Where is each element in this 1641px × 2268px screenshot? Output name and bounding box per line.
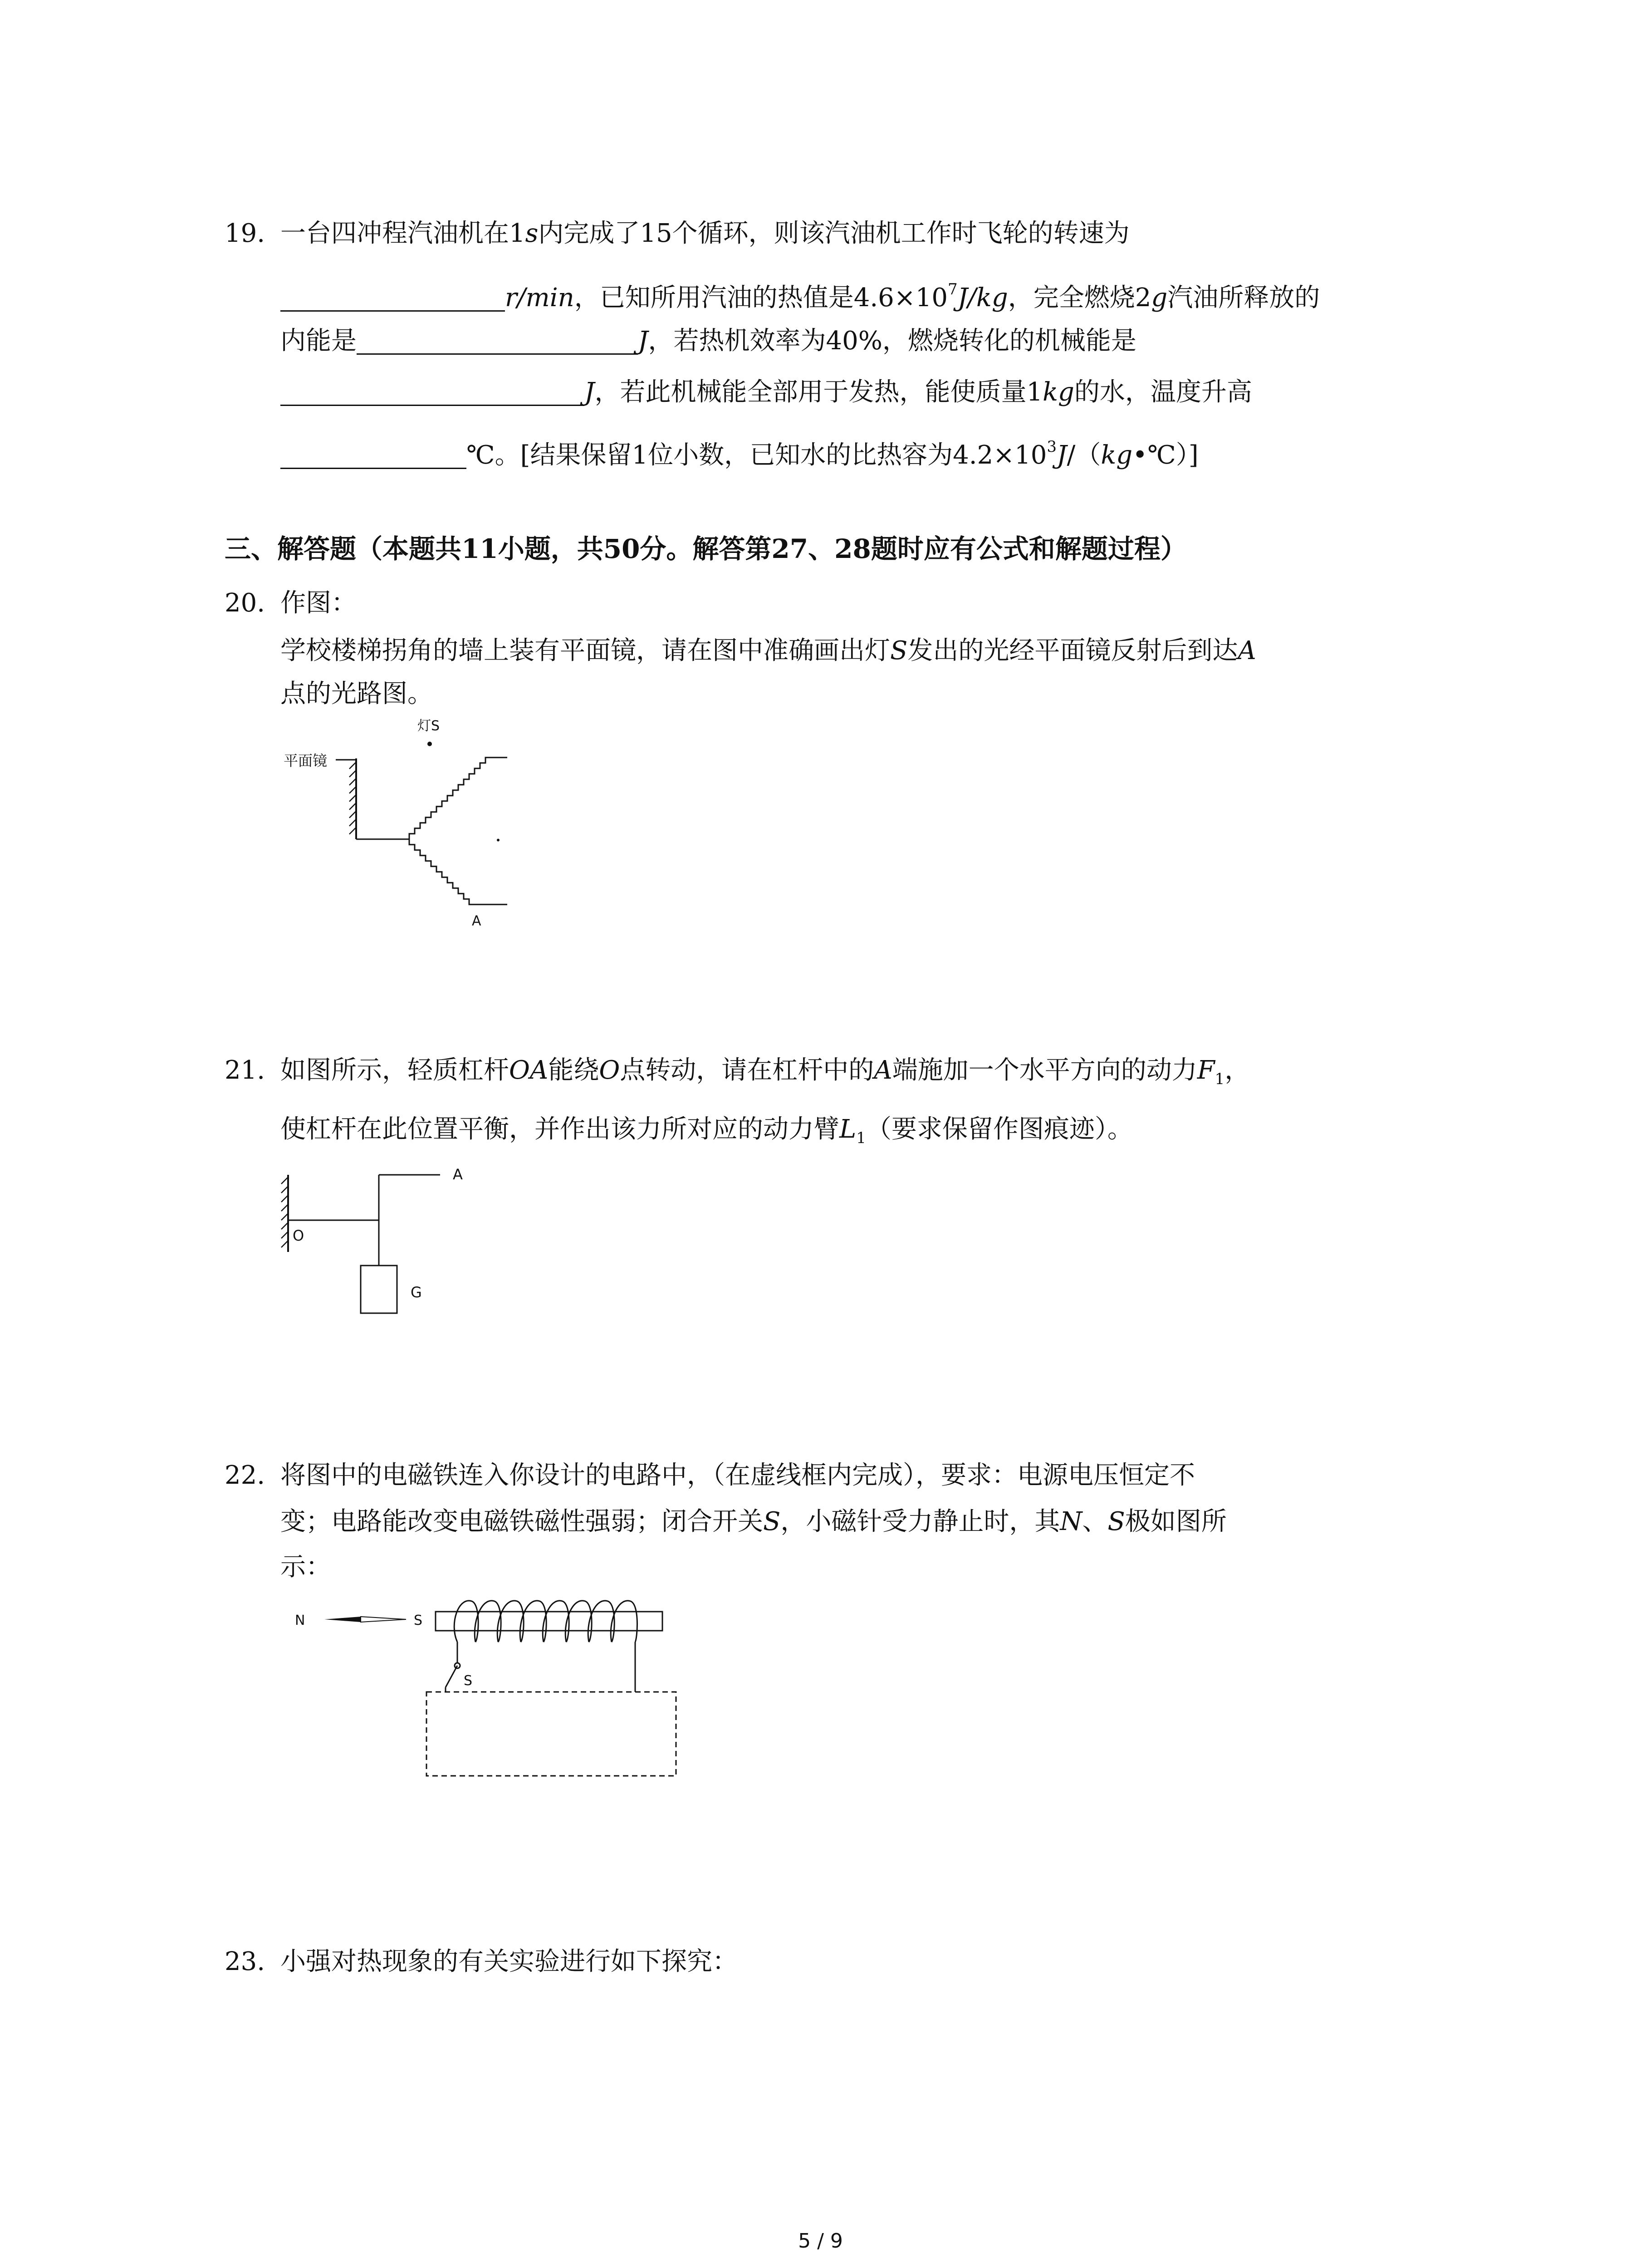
answer-blank[interactable]: [280, 377, 584, 406]
end-a-label: A: [453, 1166, 463, 1183]
pivot-o-label: O: [293, 1227, 304, 1244]
staircase-mirror-figure: [281, 717, 526, 930]
dashed-design-box[interactable]: [426, 1692, 676, 1776]
answer-blank[interactable]: [357, 326, 638, 355]
electromagnet-figure: [286, 1597, 694, 1805]
lamp-point: [427, 742, 432, 746]
question-number: 20.: [225, 588, 265, 618]
q19-line-1: 一台四冲程汽油机在1s内完成了15个循环，则该汽油机工作时飞轮的转速为: [280, 219, 1130, 248]
switch-blade: [446, 1666, 457, 1687]
q22-line-1: 将图中的电磁铁连入你设计的电路中，（在虚线框内完成），要求：电源电压恒定不: [280, 1461, 1195, 1490]
switch-s-label: S: [464, 1673, 473, 1689]
answer-blank[interactable]: [280, 283, 505, 312]
needle-south-half: [361, 1617, 406, 1622]
q22-line-3: 示：: [280, 1552, 331, 1582]
lever-figure: [272, 1166, 499, 1325]
q21-line-1: 如图所示，轻质杠杆OA能绕O点转动，请在杠杆中的A端施加一个水平方向的动力$F_1$，: [280, 1056, 1250, 1088]
q19-line-2: r/min，已知所用汽油的热值是$4.6\times 10^7J/kg$，完全燃烧2g汽油所释放的: [280, 271, 1320, 316]
answer-blank[interactable]: [280, 440, 466, 469]
q23-line-1: 小强对热现象的有关实验进行如下探究：: [280, 1947, 738, 1976]
mirror-label: 平面镜: [284, 752, 328, 769]
section-title: 三、解答题（本题共11小题，共50分。解答第27、28题时应有公式和解题过程）: [225, 533, 1187, 564]
q22-line-2: 变；电路能改变电磁铁磁性强弱；闭合开关S，小磁针受力静止时，其N、S极如图所: [280, 1507, 1227, 1536]
point-a-label: A: [472, 913, 481, 929]
q20-line-3: 点的光路图。: [280, 679, 433, 709]
question-number: 23.: [225, 1947, 265, 1976]
lamp-label: 灯S: [417, 718, 440, 734]
q19-line-3: 内能是 J，若热机效率为40%，燃烧转化的机械能是: [280, 326, 1136, 356]
question-number: 21.: [225, 1056, 265, 1085]
q19-line-4: J，若此机械能全部用于发热，能使质量1kg的水，温度升高: [280, 374, 1252, 411]
q21-line-2: 使杠杆在此位置平衡，并作出该力所对应的动力臂$L_1$（要求保留作图痕迹）。: [280, 1114, 1133, 1147]
needle-north-half: [324, 1617, 361, 1622]
needle-n-label: N: [295, 1613, 305, 1628]
question-number: 22.: [225, 1461, 265, 1490]
q20-line-2: 学校楼梯拐角的墙上装有平面镜，请在图中准确画出灯S发出的光经平面镜反射后到达A: [280, 636, 1256, 665]
q19-line-5: ℃。[结果保留1位小数，已知水的比热容为$4.2\times 10^3J/(kg•℃)$]: [280, 429, 1199, 474]
weight-g-label: G: [411, 1284, 422, 1301]
q20-line-1: 作图：: [280, 588, 357, 618]
page-number: 5 / 9: [798, 2229, 843, 2253]
needle-s-label: S: [414, 1613, 423, 1628]
question-number: 19.: [225, 219, 265, 248]
